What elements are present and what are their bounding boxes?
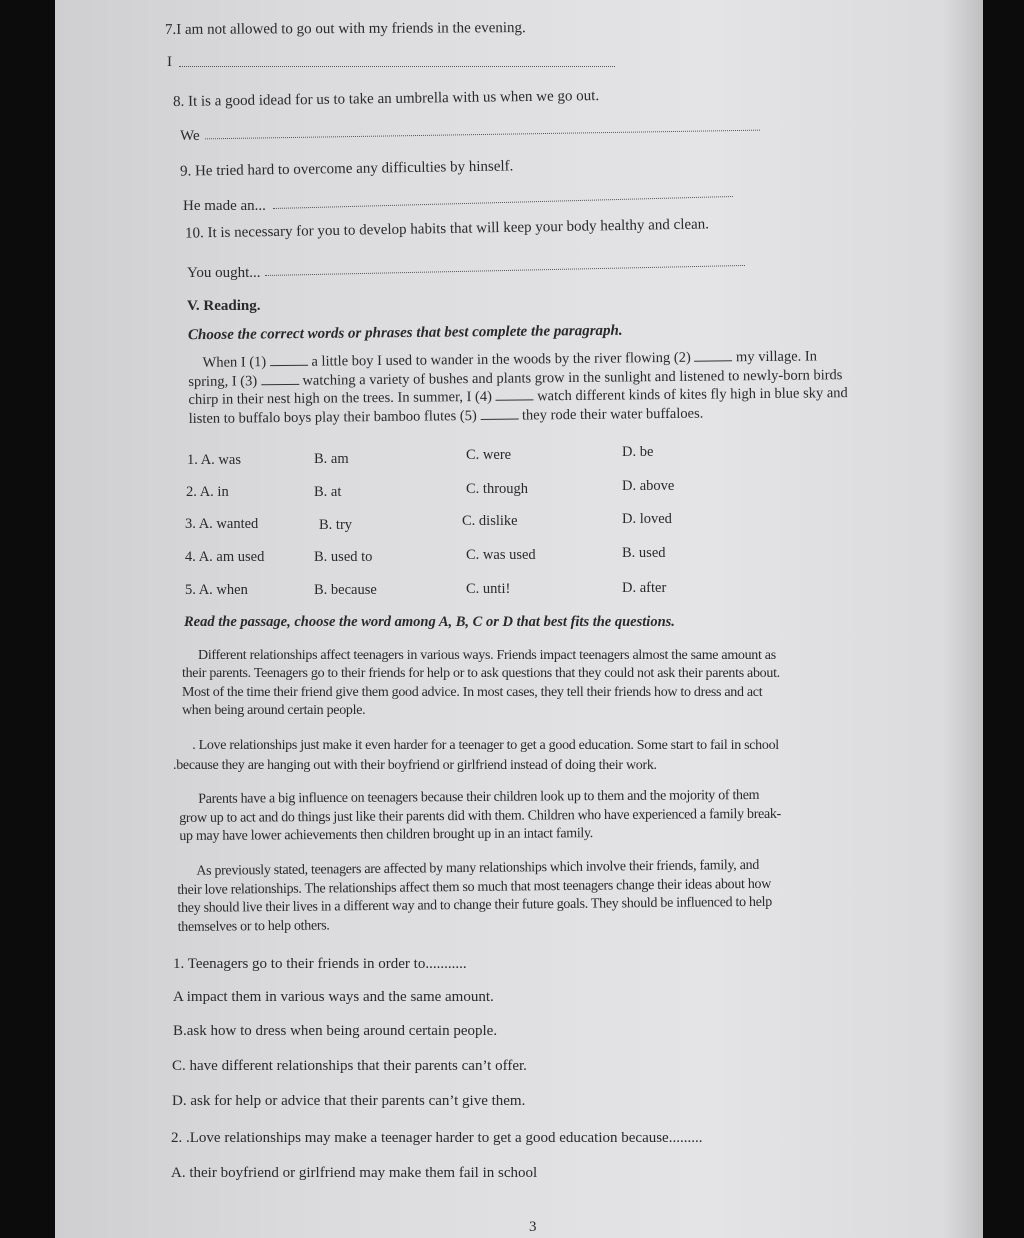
q9-answer-line[interactable] xyxy=(273,196,733,209)
blank-1[interactable] xyxy=(270,353,308,366)
cloze-text: watching a variety of bushes and plants grow in the sunlight and listened to newly-born birds xyxy=(302,366,843,389)
cloze-text: When I (1) xyxy=(202,354,267,371)
option-4c[interactable]: C. was used xyxy=(466,547,536,563)
blank-5[interactable] xyxy=(480,406,518,419)
passage-instruction: Read the passage, choose the word among A, B, C or D that best fits the questions. xyxy=(184,614,675,630)
option-1a[interactable]: 1. A. was xyxy=(187,452,241,468)
question-2-option-a[interactable]: A. their boyfriend or girlfriend may make them fail in school xyxy=(171,1165,538,1181)
section-heading-reading: V. Reading. xyxy=(187,298,261,314)
q10-answer-line[interactable] xyxy=(265,265,745,276)
option-1b[interactable]: B. am xyxy=(314,451,349,467)
option-3c[interactable]: C. dislike xyxy=(462,513,518,529)
q9-sentence: 9. He tried hard to overcome any difficulties by hinself. xyxy=(179,158,514,180)
cloze-instruction: Choose the correct words or phrases that best complete the paragraph. xyxy=(187,322,623,344)
q8-start: We xyxy=(180,128,200,144)
option-3b[interactable]: B. try xyxy=(319,517,353,533)
page-number: 3 xyxy=(529,1219,537,1235)
passage-line: Most of the time their friend give them good advice. In most cases, they tell their friends how to dress and act xyxy=(182,684,763,700)
question-1-option-b[interactable]: B.ask how to dress when being around certain people. xyxy=(173,1023,498,1039)
passage-line: As previously stated, teenagers are affected by many relationships which involve their friends, family, and xyxy=(196,857,760,879)
page-edge-shadow xyxy=(943,0,983,1238)
option-2b[interactable]: B. at xyxy=(314,484,342,500)
passage-line: Different relationships affect teenagers in various ways. Friends impact teenagers almost the same amount as xyxy=(198,648,776,663)
q7-sentence: 7.I am not allowed to go out with my friends in the evening. xyxy=(164,20,526,38)
question-1-option-c[interactable]: C. have different relationships that their parents can’t offer. xyxy=(172,1058,527,1074)
q9-start: He made an... xyxy=(183,198,266,214)
passage-line: grow up to act and do things just like their parents did with them. Children who have experienced a family break- xyxy=(179,806,781,826)
blank-4[interactable] xyxy=(495,387,533,400)
cloze-text: listen to buffalo boys play their bamboo flutes (5) xyxy=(188,407,477,427)
passage-paragraph-1 xyxy=(182,647,780,720)
q7-start: I xyxy=(167,54,172,70)
cloze-text: chirp in their nest high on the trees. In summer, I (4) xyxy=(188,388,493,408)
passage-line: . Love relationships just make it even harder for a teenager to get a good education. Some start to fail in school xyxy=(192,738,779,753)
blank-3[interactable] xyxy=(261,371,299,384)
passage-line: their love relationships. The relationships affect them so much that most teenagers change their ideas about how xyxy=(177,876,772,898)
q8-sentence: 8. It is a good idead for us to take an umbrella with us when we go out. xyxy=(172,88,600,110)
question-1-option-d[interactable]: D. ask for help or advice that their parents can’t give them. xyxy=(172,1093,526,1109)
question-2: 2. .Love relationships may make a teenager harder to get a good education because......... xyxy=(171,1130,703,1146)
cloze-text: my village. In xyxy=(735,348,818,366)
cloze-paragraph xyxy=(188,347,848,428)
blank-2[interactable] xyxy=(694,348,732,361)
passage-line: up may have lower achievements then children brought up in an intact family. xyxy=(179,826,594,844)
option-1d[interactable]: D. be xyxy=(622,444,654,460)
option-5a[interactable]: 5. A. when xyxy=(185,582,248,598)
cloze-text: watch different kinds of kites fly high in blue sky and xyxy=(537,385,848,405)
option-3d[interactable]: D. loved xyxy=(622,511,672,527)
passage-line: themselves or to help others. xyxy=(177,917,330,935)
q8-answer-line[interactable] xyxy=(205,130,760,140)
q10-start: You ought... xyxy=(187,265,261,281)
passage-paragraph-4 xyxy=(177,857,772,937)
option-2d[interactable]: D. above xyxy=(622,478,675,494)
passage-paragraph-2 xyxy=(173,736,779,776)
option-1c[interactable]: C. were xyxy=(466,447,512,463)
passage-line: Parents have a big influence on teenagers because their children look up to them and the mojority of them xyxy=(198,787,760,807)
passage-line: they should live their lives in a different way and to change their future goals. They should be influenced to help xyxy=(177,894,772,916)
cloze-text: a little boy I used to wander in the woods by the river flowing (2) xyxy=(311,349,691,370)
question-1: 1. Teenagers go to their friends in order to........... xyxy=(173,956,467,972)
passage-line: their parents. Teenagers go to their friends for help or to ask questions that they could not ask their parents about. xyxy=(182,666,780,682)
q7-answer-line[interactable] xyxy=(179,66,615,67)
option-4d[interactable]: B. used xyxy=(622,545,666,561)
passage-paragraph-3 xyxy=(179,787,781,847)
q10-sentence: 10. It is necessary for you to develop habits that will keep your body healthy and clean. xyxy=(184,216,710,242)
option-3a[interactable]: 3. A. wanted xyxy=(185,516,259,532)
option-4b[interactable]: B. used to xyxy=(314,549,373,565)
worksheet-page xyxy=(55,0,983,1238)
option-2a[interactable]: 2. A. in xyxy=(186,484,229,500)
passage-line: .because they are hanging out with their boyfriend or girlfriend instead of doing their work. xyxy=(173,758,657,773)
option-2c[interactable]: C. through xyxy=(466,481,529,497)
question-1-option-a[interactable]: A impact them in various ways and the same amount. xyxy=(173,989,494,1005)
option-5c[interactable]: C. unti! xyxy=(466,581,511,597)
option-4a[interactable]: 4. A. am used xyxy=(185,549,265,565)
option-5b[interactable]: B. because xyxy=(314,582,377,598)
cloze-text: spring, I (3) xyxy=(188,372,258,390)
passage-line: when being around certain people. xyxy=(182,702,366,718)
cloze-text: they rode their water buffaloes. xyxy=(521,405,704,424)
option-5d[interactable]: D. after xyxy=(622,580,667,596)
